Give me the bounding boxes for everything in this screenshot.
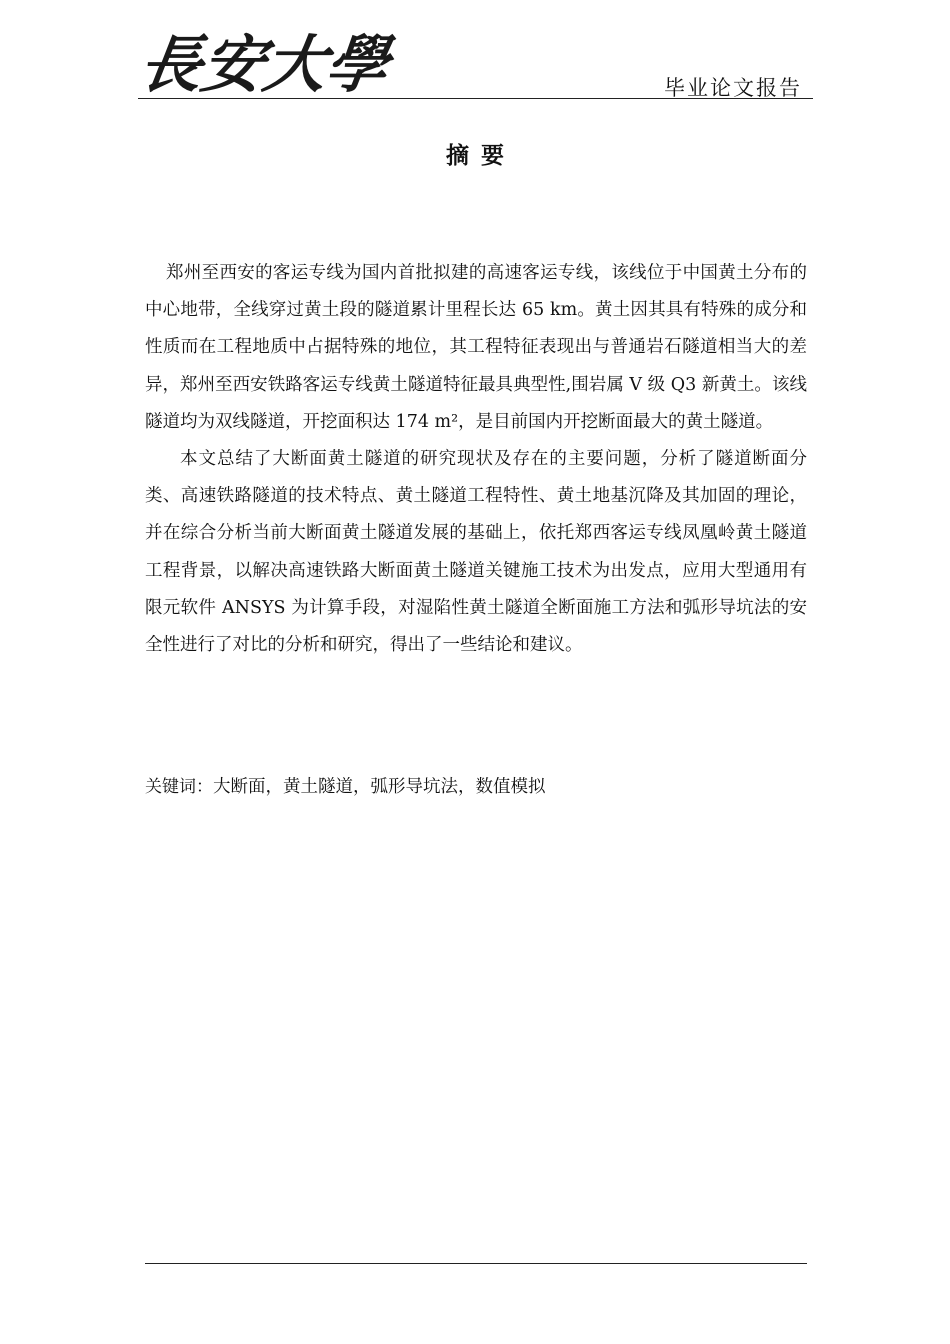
logo-calligraphy: 長安大學 xyxy=(134,28,394,101)
abstract-paragraph-2: 本文总结了大断面黄土隧道的研究现状及存在的主要问题，分析了隧道断面分类、高速铁路隧道的技术特点、黄土隧道工程特性、黄土地基沉降及其加固的理论，并在综合分析当前大断面黄土隧道发展的基础上，依托郑西客运专线凤凰岭黄土隧道工程背景，以解决高速铁路大断面黄土隧道关键施工技术为出发点，应用大型通用有限元软件 ANSYS 为计算手段，对湿陷性黄土隧道全断面施工方法和弧形导坑法的安全性进行了对比的分析和研究，得出了一些结论和建议。 xyxy=(145,449,807,656)
keywords-label: 关键词： xyxy=(145,777,213,797)
header-divider xyxy=(138,98,813,99)
university-logo xyxy=(134,22,394,101)
report-type-label: 毕业论文报告 xyxy=(664,76,802,100)
page-title: 摘要 xyxy=(446,143,516,169)
keywords-line xyxy=(145,772,807,802)
abstract-body xyxy=(145,255,807,664)
abstract-paragraph-1: 郑州至西安的客运专线为国内首批拟建的高速客运专线，该线位于中国黄土分布的中心地带，全线穿过黄土段的隧道累计里程长达 65 km。黄土因其具有特殊的成分和性质而在工程地质中占据特殊的地位，其工程特征表现出与普通岩石隧道相当大的差异，郑州至西安铁路客运专线黄土隧道特征最具典型性,围岩属 V 级 Q3 新黄土。该线隧道均为双线隧道，开挖面积达 174 m²，是目前国内开挖断面最大的黄土隧道。 xyxy=(145,263,807,432)
footer-divider xyxy=(145,1263,807,1264)
keywords-value: 大断面，黄土隧道，弧形导坑法，数值模拟 xyxy=(213,777,546,797)
